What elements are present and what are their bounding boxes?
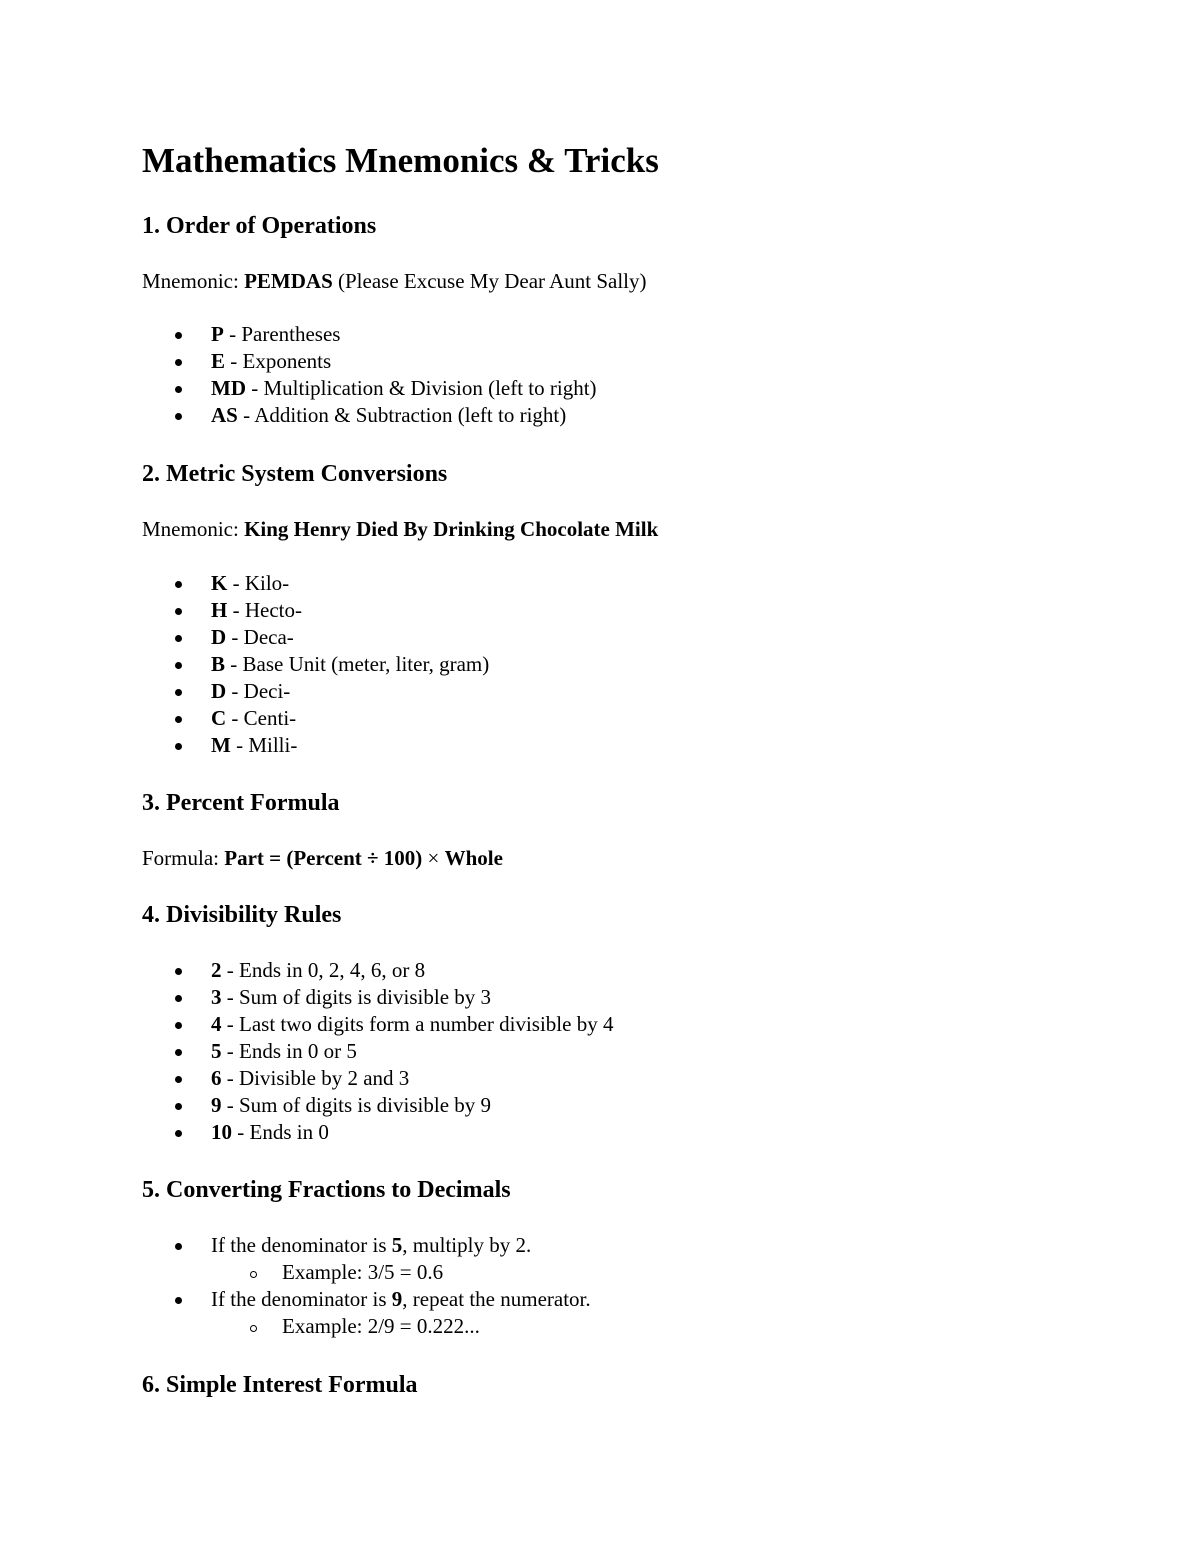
sub-bullet-icon <box>250 1325 257 1332</box>
item-text: - Ends in 0, 2, 4, 6, or 8 <box>221 958 426 982</box>
bullet-icon <box>175 968 182 975</box>
bullet-icon <box>175 332 182 339</box>
formula-times-sign: × <box>422 846 445 870</box>
document-title: Mathematics Mnemonics & Tricks <box>142 141 659 180</box>
item-key: 9 <box>211 1093 222 1117</box>
formula-label: Formula: <box>142 846 225 870</box>
item-key: E <box>211 349 226 373</box>
item-text: - Parentheses <box>223 322 341 346</box>
bullet-icon <box>175 995 182 1002</box>
section-heading-metric-conversions: 2. Metric System Conversions <box>142 461 448 487</box>
list-item <box>142 1065 613 1092</box>
example-text: Example: 3/5 = 0.6 <box>282 1260 444 1284</box>
list-item <box>142 1092 613 1119</box>
list-item <box>142 957 613 984</box>
item-key: K <box>211 571 228 595</box>
section-heading-percent-formula: 3. Percent Formula <box>142 790 340 816</box>
fractions-list <box>142 1232 591 1340</box>
bullet-icon <box>175 1130 182 1137</box>
item-text: - Last two digits form a number divisible by 4 <box>221 1012 614 1036</box>
list-item <box>142 732 489 759</box>
bullet-icon <box>175 1022 182 1029</box>
list-item <box>142 597 489 624</box>
pemdas-list <box>142 321 597 429</box>
bullet-icon <box>175 359 182 366</box>
item-text: - Addition & Subtraction (left to right) <box>237 403 567 427</box>
item-text: - Base Unit (meter, liter, gram) <box>225 652 490 676</box>
bullet-icon <box>175 386 182 393</box>
item-key: 10 <box>211 1120 232 1144</box>
bullet-icon <box>175 608 182 615</box>
divisibility-list <box>142 957 613 1146</box>
list-item <box>142 1286 591 1313</box>
section-heading-order-of-operations: 1. Order of Operations <box>142 213 377 239</box>
item-key: C <box>211 706 227 730</box>
bullet-icon <box>175 581 182 588</box>
bullet-icon <box>175 413 182 420</box>
list-item <box>142 1232 591 1259</box>
mnemonic-label: Mnemonic: <box>142 269 245 293</box>
list-item <box>142 678 489 705</box>
item-key: B <box>211 652 226 676</box>
bullet-icon <box>175 1243 182 1250</box>
mnemonic-bold: King Henry Died By Drinking Chocolate Milk <box>244 517 659 541</box>
list-item <box>142 348 597 375</box>
list-item <box>142 651 489 678</box>
example-text: Example: 2/9 = 0.222... <box>282 1314 480 1338</box>
percent-formula-line <box>142 845 503 872</box>
list-item <box>142 624 489 651</box>
bullet-icon <box>175 1049 182 1056</box>
item-text: - Centi- <box>226 706 297 730</box>
item-text: - Exponents <box>225 349 332 373</box>
sub-list-item <box>142 1313 591 1340</box>
item-key: 5 <box>391 1233 403 1257</box>
item-key: 2 <box>211 958 222 982</box>
item-key: MD <box>211 376 246 400</box>
mnemonic-expansion: (Please Excuse My Dear Aunt Sally) <box>332 269 647 293</box>
item-text: - Ends in 0 <box>232 1120 329 1144</box>
item-key: D <box>211 679 227 703</box>
bullet-icon <box>175 716 182 723</box>
metric-list <box>142 570 489 759</box>
item-text: - Hecto- <box>227 598 302 622</box>
list-item <box>142 984 613 1011</box>
item-text: - Deca- <box>226 625 294 649</box>
section-heading-fractions-to-decimals: 5. Converting Fractions to Decimals <box>142 1177 511 1203</box>
item-key: 3 <box>211 985 222 1009</box>
item-text-pre: If the denominator is <box>211 1233 392 1257</box>
list-item <box>142 705 489 732</box>
formula-whole: Whole <box>444 846 503 870</box>
mnemonic-line-pemdas <box>142 268 647 295</box>
item-key: P <box>211 322 224 346</box>
section-heading-simple-interest: 6. Simple Interest Formula <box>142 1372 418 1398</box>
bullet-icon <box>175 1076 182 1083</box>
item-key: M <box>211 733 231 757</box>
list-item <box>142 375 597 402</box>
item-text: - Milli- <box>230 733 298 757</box>
bullet-icon <box>175 1297 182 1304</box>
mnemonic-label: Mnemonic: <box>142 517 245 541</box>
bullet-icon <box>175 1103 182 1110</box>
item-text: - Deci- <box>226 679 291 703</box>
item-text: - Kilo- <box>227 571 290 595</box>
item-text: - Ends in 0 or 5 <box>221 1039 357 1063</box>
item-text: - Multiplication & Division (left to right) <box>246 376 597 400</box>
item-text-post: , repeat the numerator. <box>402 1287 591 1311</box>
bullet-icon <box>175 662 182 669</box>
bullet-icon <box>175 743 182 750</box>
list-item <box>142 570 489 597</box>
sub-list-item <box>142 1259 591 1286</box>
item-key: H <box>211 598 228 622</box>
item-key: 5 <box>211 1039 222 1063</box>
item-key: 6 <box>211 1066 222 1090</box>
item-text-post: , multiply by 2. <box>402 1233 532 1257</box>
section-heading-divisibility-rules: 4. Divisibility Rules <box>142 902 342 928</box>
mnemonic-bold: PEMDAS <box>244 269 333 293</box>
list-item <box>142 1038 613 1065</box>
bullet-icon <box>175 689 182 696</box>
item-key: AS <box>211 403 238 427</box>
sub-bullet-icon <box>250 1271 257 1278</box>
mnemonic-line-metric <box>142 516 658 543</box>
item-text: - Sum of digits is divisible by 3 <box>221 985 492 1009</box>
item-key: 4 <box>211 1012 222 1036</box>
item-key: D <box>211 625 227 649</box>
formula-part: Part = (Percent ÷ 100) <box>224 846 423 870</box>
item-text-pre: If the denominator is <box>211 1287 392 1311</box>
bullet-icon <box>175 635 182 642</box>
item-key: 9 <box>391 1287 403 1311</box>
item-text: - Divisible by 2 and 3 <box>221 1066 410 1090</box>
list-item <box>142 321 597 348</box>
list-item <box>142 1119 613 1146</box>
list-item <box>142 1011 613 1038</box>
item-text: - Sum of digits is divisible by 9 <box>221 1093 492 1117</box>
list-item <box>142 402 597 429</box>
